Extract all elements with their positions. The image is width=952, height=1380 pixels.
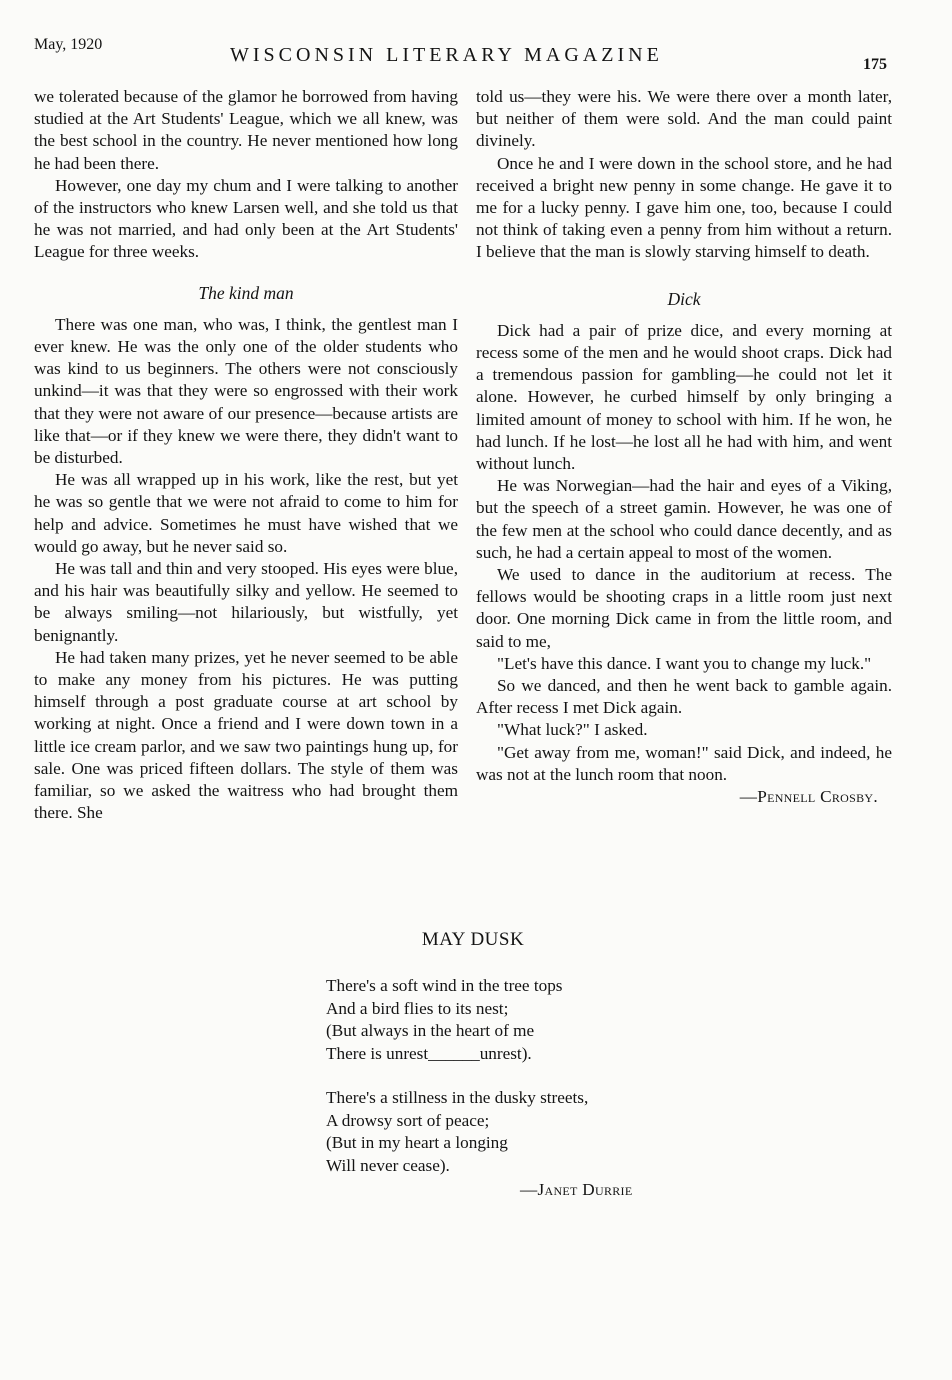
section-title-dick: Dick bbox=[667, 288, 701, 309]
poem-line: There is unrest______unrest). bbox=[326, 1043, 532, 1063]
poem-line: There's a stillness in the dusky streets, bbox=[326, 1088, 589, 1107]
paragraph: Dick had a pair of prize dice, and every morning at recess some of the men and he would shoot craps. Dick had a tremendous passion for gambling—he could not let it alone. However, he curbed himself by only bringing a limited amount of money to school with him. If he won, he had lunch. If he lost—he lost all he had with him, and went without lunch. bbox=[476, 320, 892, 474]
stanza-break bbox=[326, 1065, 686, 1087]
paragraph: we tolerated because of the glamor he borrowed from having studied at the Art Students' League, which we all knew, was the best school in the country. He never mentioned how long he had been there. bbox=[34, 87, 458, 173]
paragraph: He had taken many prizes, yet he never seemed to be able to make any money from his pictures. He was putting himself through a post graduate course at art school by working at night. Once a friend and I were down town in a little ice cream parlor, and we saw two paintings hung up, for sale. One was priced fifteen dollars. The style of them was familiar, so we asked the waitress who had brought them there. She bbox=[34, 647, 458, 823]
paragraph: He was Norwegian—had the hair and eyes of a Viking, but the speech of a street gamin. However, he was one of the few men at the school who could dance decently, and as such, he had a certain appeal to most of the women. bbox=[476, 476, 892, 562]
paragraph: We used to dance in the auditorium at recess. The fellows would be shooting craps in a little room just next door. One morning Dick came in from the little room, and said to me, bbox=[476, 565, 892, 651]
poem-title: MAY DUSK bbox=[421, 929, 525, 950]
poem-author-signature: —Janet Durrie bbox=[520, 1180, 633, 1199]
section-title-kind-man: The kind man bbox=[198, 282, 294, 303]
poem-body bbox=[326, 975, 686, 1177]
paragraph: "What luck?" I asked. bbox=[497, 720, 648, 740]
paragraph: "Get away from me, woman!" said Dick, and indeed, he was not at the lunch room that noon. bbox=[476, 742, 892, 784]
page-header bbox=[0, 36, 952, 76]
left-column bbox=[34, 86, 458, 825]
poem-line: (But always in the heart of me bbox=[326, 1021, 535, 1040]
magazine-title: WISCONSIN LITERARY MAGAZINE bbox=[230, 44, 663, 66]
right-column bbox=[476, 86, 892, 808]
poem-line: There's a soft wind in the tree tops bbox=[326, 976, 563, 995]
paragraph: Once he and I were down in the school store, and he had received a bright new penny in some change. He gave it to me for a lucky penny. I gave him one, too, because I could not think of taking even a penny from him without a return. I believe that the man is slowly starving himself to death. bbox=[476, 153, 892, 262]
page-number: 175 bbox=[863, 56, 887, 73]
paragraph: There was one man, who was, I think, the gentlest man I ever knew. He was the only one of the older students who was kind to us beginners. The others were not consciously unkind—it was that they were so engrossed with their work that they were not aware of our presence—because artists are like that—or if they knew we were there, they didn't want to be disturbed. bbox=[34, 314, 458, 468]
poem-line: (But in my heart a longing bbox=[326, 1133, 508, 1152]
author-signature: —Pennell Crosby. bbox=[739, 787, 878, 807]
poem-line: And a bird flies to its nest; bbox=[326, 998, 509, 1018]
paragraph: However, one day my chum and I were talking to another of the instructors who knew Larsen well, and she told us that he was not married, and had only been at the Art Students' League for three weeks. bbox=[34, 175, 458, 262]
issue-date: May, 1920 bbox=[34, 36, 103, 53]
paragraph: "Let's have this dance. I want you to change my luck." bbox=[497, 653, 872, 673]
paragraph: told us—they were his. We were there over a month later, but neither of them were sold. And the man could paint divinely. bbox=[476, 87, 892, 151]
paragraph: He was tall and thin and very stooped. His eyes were blue, and his hair was beautifully silky and yellow. He seemed to be always smiling—not hilariously, but wistfully, yet benignantly. bbox=[34, 559, 458, 645]
paragraph: He was all wrapped up in his work, like the rest, but yet he was so gentle that we were not afraid to come to him for help and advice. Sometimes he must have wished that we would go away, but he never said so. bbox=[34, 470, 458, 556]
poem-line: A drowsy sort of peace; bbox=[326, 1110, 490, 1130]
paragraph: So we danced, and then he went back to gamble again. After recess I met Dick again. bbox=[476, 676, 892, 718]
poem-line: Will never cease). bbox=[326, 1155, 450, 1175]
